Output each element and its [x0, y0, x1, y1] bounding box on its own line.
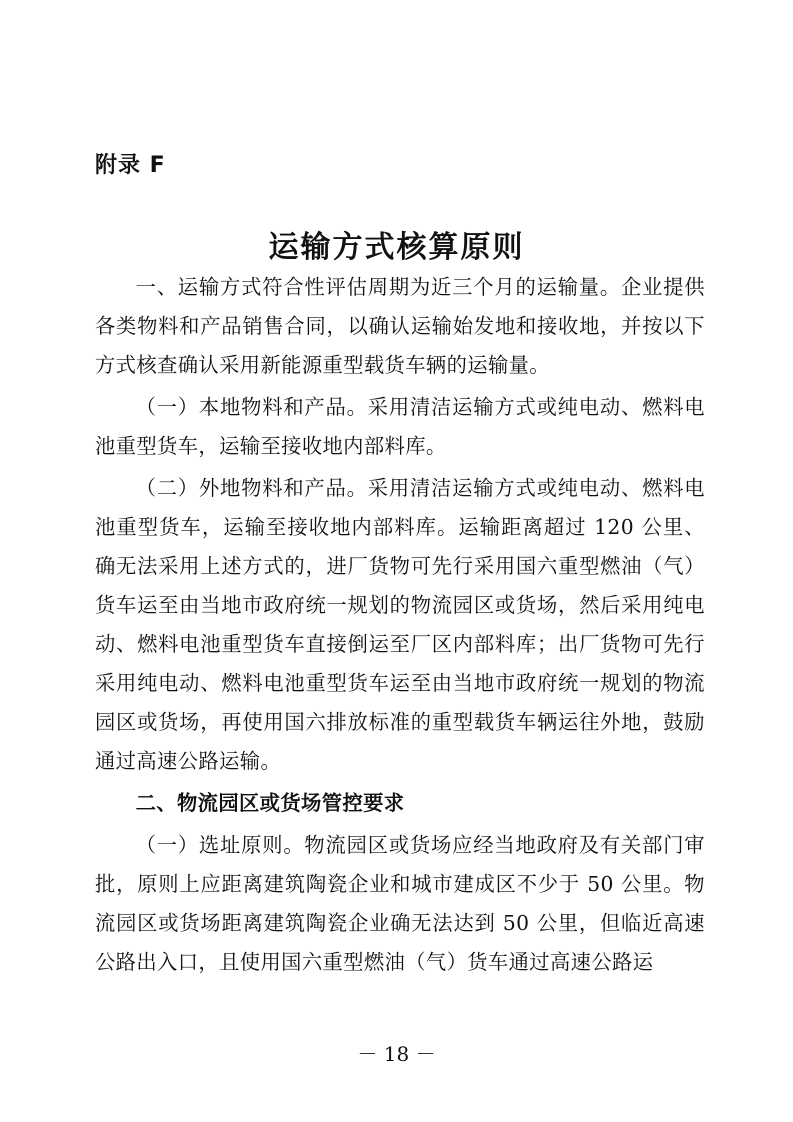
appendix-label: 附录 F [95, 153, 166, 178]
document-body [95, 268, 705, 982]
page-number: － 18 － [357, 1042, 436, 1066]
paragraph-local-materials: （一）本地物料和产品。采用清洁运输方式或纯电动、燃料电池重型货车，运输至接收地内部料库。 [95, 395, 705, 458]
paragraph-site-selection: （一）选址原则。物流园区或货场应经当地政府及有关部门审批，原则上应距离建筑陶瓷企业和城市建成区不少于 50 公里。物流园区或货场距离建筑陶瓷企业确无法达到 50 公里，但临近高速公路出入口，且使用国六重型燃油（气）货车通过高速公路运 [95, 833, 705, 974]
document-title: 运输方式核算原则 [268, 230, 525, 265]
paragraph-section-1: 一、运输方式符合性评估周期为近三个月的运输量。企业提供各类物料和产品销售合同，以确认运输始发地和接收地，并按以下方式核查确认采用新能源重型载货车辆的运输量。 [95, 275, 705, 377]
section-heading-logistics-park: 二、物流园区或货场管控要求 [135, 791, 405, 815]
paragraph-external-materials: （二）外地物料和产品。采用清洁运输方式或纯电动、燃料电池重型货车，运输至接收地内部料库。运输距离超过 120 公里、确无法采用上述方式的，进厂货物可先行采用国六重型燃油（气）货车运至由当地市政府统一规划的物流园区或货场，然后采用纯电动、燃料电池重型货车直接倒运至厂区内部料库；出厂货物可先行采用纯电动、燃料电池重型货车运至由当地市政府统一规划的物流园区或货场，再使用国六排放标准的重型载货车辆运往外地，鼓励通过高速公路运输。 [95, 476, 705, 773]
